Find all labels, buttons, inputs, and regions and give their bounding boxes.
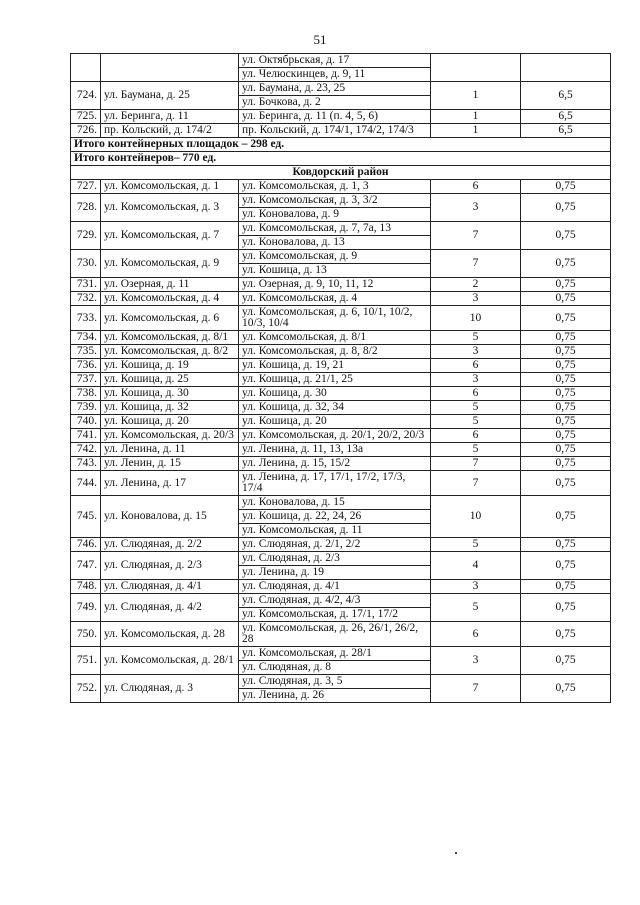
container-volume: 0,75 [521, 222, 611, 250]
container-volume: 0,75 [521, 471, 611, 496]
row-number: 744. [71, 471, 101, 496]
container-count: 6 [431, 622, 521, 647]
table-row [71, 222, 611, 236]
container-volume: 0,75 [521, 194, 611, 222]
container-count: 10 [431, 306, 521, 331]
summary-containers-total: Итого контейнеров– 770 ед. [71, 152, 611, 166]
site-address: ул. Ленин, д. 15 [101, 457, 239, 471]
container-count: 6 [431, 359, 521, 373]
site-address: ул. Ленина, д. 17 [101, 471, 239, 496]
served-address: ул. Комсомольская, д. 26, 26/1, 26/2, 28 [239, 622, 431, 647]
container-count: 10 [431, 496, 521, 538]
served-address: ул. Октябрьская, д. 17 [239, 54, 431, 68]
row-number: 738. [71, 387, 101, 401]
row-number: 752. [71, 675, 101, 703]
site-address: ул. Комсомольская, д. 8/1 [101, 331, 239, 345]
table-row [71, 538, 611, 552]
container-volume: 0,75 [521, 180, 611, 194]
container-volume: 0,75 [521, 306, 611, 331]
served-address: ул. Комсомольская, д. 17/1, 17/2 [239, 608, 431, 622]
served-address: пр. Кольский, д. 174/1, 174/2, 174/3 [239, 124, 431, 138]
served-address: ул. Кошица, д. 22, 24, 26 [239, 510, 431, 524]
container-volume: 0,75 [521, 580, 611, 594]
container-volume: 0,75 [521, 331, 611, 345]
row-number: 745. [71, 496, 101, 538]
container-count: 7 [431, 471, 521, 496]
served-address: ул. Коновалова, д. 15 [239, 496, 431, 510]
table-row [71, 387, 611, 401]
container-volume: 0,75 [521, 359, 611, 373]
served-address: ул. Комсомольская, д. 8/1 [239, 331, 431, 345]
container-volume: 0,75 [521, 250, 611, 278]
container-volume: 0,75 [521, 278, 611, 292]
row-number: 749. [71, 594, 101, 622]
container-volume: 0,75 [521, 622, 611, 647]
table-body [71, 54, 611, 703]
table-row [71, 278, 611, 292]
served-address: ул. Слюдяная, д. 2/3 [239, 552, 431, 566]
container-volume: 0,75 [521, 443, 611, 457]
table-row [71, 594, 611, 608]
row-number: 729. [71, 222, 101, 250]
site-address: ул. Кошица, д. 25 [101, 373, 239, 387]
container-count: 3 [431, 194, 521, 222]
container-volume: 6,5 [521, 110, 611, 124]
container-count: 7 [431, 675, 521, 703]
container-count: 3 [431, 345, 521, 359]
row-number: 726. [71, 124, 101, 138]
served-address: ул. Ленина, д. 19 [239, 566, 431, 580]
served-address: ул. Челюскинцев, д. 9, 11 [239, 68, 431, 82]
table-row [71, 401, 611, 415]
container-count: 1 [431, 110, 521, 124]
container-count: 5 [431, 415, 521, 429]
served-address: ул. Комсомольская, д. 4 [239, 292, 431, 306]
table-row [71, 552, 611, 566]
table-row [71, 345, 611, 359]
district-heading: Ковдорский район [71, 166, 611, 180]
summary-row [71, 152, 611, 166]
container-count: 6 [431, 387, 521, 401]
container-count: 5 [431, 538, 521, 552]
served-address: ул. Кошица, д. 20 [239, 415, 431, 429]
served-address: ул. Кошица, д. 13 [239, 264, 431, 278]
container-count: 5 [431, 594, 521, 622]
row-number: 732. [71, 292, 101, 306]
row-number: 746. [71, 538, 101, 552]
container-volume: 0,75 [521, 552, 611, 580]
site-address: ул. Озерная, д. 11 [101, 278, 239, 292]
row-number: 743. [71, 457, 101, 471]
container-count: 5 [431, 443, 521, 457]
row-number: 727. [71, 180, 101, 194]
served-address: ул. Комсомольская, д. 28/1 [239, 647, 431, 661]
container-volume: 0,75 [521, 387, 611, 401]
table-row [71, 675, 611, 689]
table-row [71, 415, 611, 429]
site-address: ул. Слюдяная, д. 2/3 [101, 552, 239, 580]
served-address: ул. Комсомольская, д. 8, 8/2 [239, 345, 431, 359]
row-number: 728. [71, 194, 101, 222]
container-count: 6 [431, 180, 521, 194]
container-count: 1 [431, 82, 521, 110]
served-address: ул. Слюдяная, д. 8 [239, 661, 431, 675]
served-address: ул. Озерная, д. 9, 10, 11, 12 [239, 278, 431, 292]
site-address: ул. Комсомольская, д. 7 [101, 222, 239, 250]
row-number: 739. [71, 401, 101, 415]
table-row [71, 331, 611, 345]
site-address [101, 54, 239, 82]
table-row [71, 359, 611, 373]
container-volume: 0,75 [521, 594, 611, 622]
served-address: ул. Комсомольская, д. 6, 10/1, 10/2, 10/3, 10/4 [239, 306, 431, 331]
district-row [71, 166, 611, 180]
summary-sites-total: Итого контейнерных площадок – 298 ед. [71, 138, 611, 152]
site-address: ул. Комсомольская, д. 3 [101, 194, 239, 222]
site-address: ул. Комсомольская, д. 28 [101, 622, 239, 647]
row-number: 734. [71, 331, 101, 345]
site-address: ул. Беринга, д. 11 [101, 110, 239, 124]
table-row [71, 457, 611, 471]
served-address: ул. Ленина, д. 11, 13, 13а [239, 443, 431, 457]
served-address: ул. Комсомольская, д. 20/1, 20/2, 20/3 [239, 429, 431, 443]
served-address: ул. Ленина, д. 15, 15/2 [239, 457, 431, 471]
row-number: 740. [71, 415, 101, 429]
served-address: ул. Баумана, д. 23, 25 [239, 82, 431, 96]
site-address: ул. Слюдяная, д. 4/1 [101, 580, 239, 594]
row-number: 724. [71, 82, 101, 110]
served-address: ул. Слюдяная, д. 3, 5 [239, 675, 431, 689]
container-volume [521, 54, 611, 82]
container-volume: 0,75 [521, 538, 611, 552]
table-row [71, 124, 611, 138]
container-sites-table [70, 53, 611, 703]
served-address: ул. Комсомольская, д. 11 [239, 524, 431, 538]
served-address: ул. Слюдяная, д. 4/2, 4/3 [239, 594, 431, 608]
container-count: 7 [431, 457, 521, 471]
row-number: 733. [71, 306, 101, 331]
table-row [71, 429, 611, 443]
served-address: ул. Кошица, д. 21/1, 25 [239, 373, 431, 387]
summary-row [71, 138, 611, 152]
table-row [71, 250, 611, 264]
container-volume: 0,75 [521, 496, 611, 538]
row-number: 736. [71, 359, 101, 373]
site-address: ул. Комсомольская, д. 28/1 [101, 647, 239, 675]
row-number: 750. [71, 622, 101, 647]
site-address: ул. Комсомольская, д. 9 [101, 250, 239, 278]
table-row [71, 496, 611, 510]
container-volume: 0,75 [521, 345, 611, 359]
site-address: ул. Коновалова, д. 15 [101, 496, 239, 538]
site-address: ул. Кошица, д. 19 [101, 359, 239, 373]
row-number: 725. [71, 110, 101, 124]
served-address: ул. Коновалова, д. 9 [239, 208, 431, 222]
container-count: 3 [431, 292, 521, 306]
site-address: ул. Комсомольская, д. 4 [101, 292, 239, 306]
container-volume: 0,75 [521, 457, 611, 471]
table-row [71, 647, 611, 661]
served-address: ул. Кошица, д. 32, 34 [239, 401, 431, 415]
served-address: ул. Ленина, д. 26 [239, 689, 431, 703]
container-volume: 0,75 [521, 401, 611, 415]
row-number: 731. [71, 278, 101, 292]
container-count: 3 [431, 373, 521, 387]
scan-mark [455, 852, 457, 854]
table-row [71, 443, 611, 457]
served-address: ул. Кошица, д. 19, 21 [239, 359, 431, 373]
container-volume: 0,75 [521, 415, 611, 429]
container-volume: 0,75 [521, 675, 611, 703]
site-address: пр. Кольский, д. 174/2 [101, 124, 239, 138]
site-address: ул. Комсомольская, д. 20/3 [101, 429, 239, 443]
page-number: 51 [313, 32, 327, 47]
served-address: ул. Комсомольская, д. 9 [239, 250, 431, 264]
table-row [71, 580, 611, 594]
site-address: ул. Кошица, д. 30 [101, 387, 239, 401]
served-address: ул. Комсомольская, д. 3, 3/2 [239, 194, 431, 208]
site-address: ул. Комсомольская, д. 1 [101, 180, 239, 194]
served-address: ул. Кошица, д. 30 [239, 387, 431, 401]
row-number: 737. [71, 373, 101, 387]
site-address: ул. Ленина, д. 11 [101, 443, 239, 457]
site-address: ул. Баумана, д. 25 [101, 82, 239, 110]
row-number: 751. [71, 647, 101, 675]
row-number: 748. [71, 580, 101, 594]
served-address: ул. Беринга, д. 11 (п. 4, 5, 6) [239, 110, 431, 124]
served-address: ул. Слюдяная, д. 2/1, 2/2 [239, 538, 431, 552]
container-count: 4 [431, 552, 521, 580]
container-count: 5 [431, 331, 521, 345]
row-number [71, 54, 101, 82]
container-count: 7 [431, 222, 521, 250]
container-volume: 0,75 [521, 292, 611, 306]
container-count: 3 [431, 647, 521, 675]
served-address: ул. Бочкова, д. 2 [239, 96, 431, 110]
container-count: 2 [431, 278, 521, 292]
served-address: ул. Комсомольская, д. 1, 3 [239, 180, 431, 194]
served-address: ул. Ленина, д. 17, 17/1, 17/2, 17/3, 17/4 [239, 471, 431, 496]
container-volume: 0,75 [521, 647, 611, 675]
table-row [71, 292, 611, 306]
container-volume: 6,5 [521, 124, 611, 138]
site-address: ул. Слюдяная, д. 3 [101, 675, 239, 703]
container-count: 3 [431, 580, 521, 594]
site-address: ул. Кошица, д. 32 [101, 401, 239, 415]
site-address: ул. Комсомольская, д. 6 [101, 306, 239, 331]
row-number: 741. [71, 429, 101, 443]
container-count: 5 [431, 401, 521, 415]
table-row [71, 306, 611, 331]
served-address: ул. Комсомольская, д. 7, 7а, 13 [239, 222, 431, 236]
table-row [71, 82, 611, 96]
container-volume: 0,75 [521, 429, 611, 443]
row-number: 747. [71, 552, 101, 580]
site-address: ул. Слюдяная, д. 2/2 [101, 538, 239, 552]
table-row [71, 110, 611, 124]
site-address: ул. Комсомольская, д. 8/2 [101, 345, 239, 359]
table-row [71, 180, 611, 194]
row-number: 742. [71, 443, 101, 457]
container-count: 7 [431, 250, 521, 278]
container-count: 1 [431, 124, 521, 138]
row-number: 735. [71, 345, 101, 359]
table-row [71, 622, 611, 647]
container-volume: 6,5 [521, 82, 611, 110]
table-row [71, 194, 611, 208]
table-row [71, 373, 611, 387]
container-count [431, 54, 521, 82]
container-volume: 0,75 [521, 373, 611, 387]
table-row [71, 54, 611, 68]
served-address: ул. Коновалова, д. 13 [239, 236, 431, 250]
site-address: ул. Слюдяная, д. 4/2 [101, 594, 239, 622]
served-address: ул. Слюдяная, д. 4/1 [239, 580, 431, 594]
row-number: 730. [71, 250, 101, 278]
table-row [71, 471, 611, 496]
container-count: 6 [431, 429, 521, 443]
site-address: ул. Кошица, д. 20 [101, 415, 239, 429]
